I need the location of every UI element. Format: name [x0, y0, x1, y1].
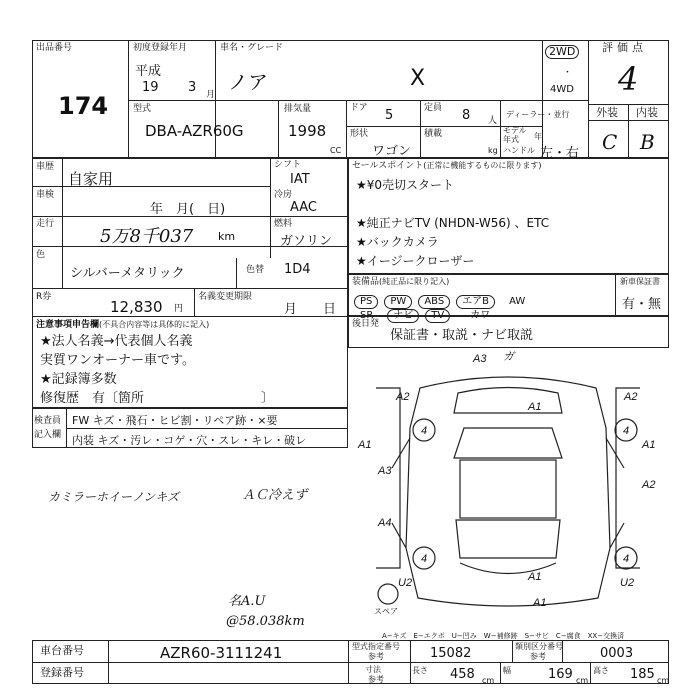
handwritten-note-2: ＡＣ冷えず	[242, 488, 308, 503]
reg-month-unit: 月	[206, 90, 216, 100]
equip-abs: ABS	[418, 295, 450, 309]
car-grade: X	[410, 66, 426, 91]
model-label: 型式	[133, 104, 152, 114]
regno-label: 登録番号	[40, 666, 84, 679]
sales-label: セールスポイント(正常に機能するものに限ります)	[352, 161, 542, 171]
shape-label: 形状	[350, 129, 369, 139]
warranty-value: 有・無	[622, 297, 662, 312]
damage-mark: A3	[473, 353, 487, 365]
score-label: 評価点	[602, 41, 647, 54]
post-label: 後日発	[352, 319, 380, 329]
car-name: ノア	[228, 70, 268, 94]
car-label: 車名・グレード	[220, 43, 284, 53]
type-label: 型式指定番号	[352, 642, 400, 651]
sales-point: ★バックカメラ	[356, 235, 439, 249]
cls-sub: 参考	[530, 652, 546, 661]
damage-mark: A1	[528, 401, 542, 413]
inspector-label-2: 記入欄	[34, 430, 62, 440]
car-left-side	[376, 388, 400, 568]
sales-list	[356, 176, 549, 271]
shift-label: シフト	[274, 160, 302, 170]
warranty-label: 新車保証書	[620, 277, 660, 286]
equip-tv: TV	[425, 309, 450, 323]
equip-pw: PW	[384, 295, 412, 309]
car-windshield	[454, 428, 562, 458]
damage-legend: A−キズ E−エクボ U−凹み W−補修跡 S−サビ C−腐食 XX−交換済	[382, 632, 625, 640]
damage-mark: U2	[398, 577, 413, 589]
drive-dot: ・	[563, 68, 573, 78]
car-rear-window	[456, 520, 560, 558]
damage-mark: A1	[358, 439, 372, 451]
era: 平成	[135, 64, 162, 79]
handwritten-note-4: @58.038km	[226, 614, 305, 629]
len-unit: cm	[482, 676, 495, 685]
reg-year: 19	[142, 80, 159, 95]
post-text: 保証書・取説・ナビ取説	[390, 328, 534, 343]
tax-md: 月 日	[284, 302, 337, 317]
car-right-side	[616, 388, 640, 568]
wid-label: 幅	[503, 666, 511, 675]
equip-airbag: エアB	[456, 295, 495, 309]
note-line: ★記録簿多数	[40, 372, 117, 387]
modelyear-label: モデル年式	[503, 126, 527, 144]
car-body-outline	[406, 377, 610, 606]
mileage-label: 走行	[36, 219, 55, 229]
notes-label: 注意事項申告欄(不具合内容等は具体的に記入)	[36, 320, 210, 330]
colorcode-label: 色替	[246, 265, 265, 275]
car-roof	[460, 460, 556, 518]
hgt-value: 185	[630, 667, 655, 682]
damage-mark: A3	[378, 465, 392, 477]
len-label: 長さ	[412, 666, 428, 675]
lot-number: 174	[58, 92, 109, 120]
load-label: 積載	[424, 129, 443, 139]
recycle-value: 12,830	[110, 298, 163, 316]
type-no: 15082	[430, 646, 472, 661]
lot-label: 出品番号	[36, 43, 73, 53]
hgt-unit: cm	[657, 676, 670, 685]
color-value: シルバーメタリック	[70, 266, 185, 281]
note-line: 実質ワンオーナー車です。	[40, 353, 195, 368]
reg-month: 3	[188, 80, 197, 95]
damage-mark: A1	[642, 439, 656, 451]
cls-no: 0003	[600, 646, 634, 661]
damage-mark: U2	[620, 577, 635, 589]
sales-point: ★¥0売切スタート	[356, 178, 455, 192]
sales-point: ★イージークローザー	[356, 254, 475, 268]
damage-mark: A1	[533, 597, 547, 609]
tire-value: 4	[421, 553, 428, 565]
type-sub: 参考	[368, 652, 384, 661]
damage-mark: ガ	[503, 351, 514, 363]
disp-value: 1998	[288, 122, 327, 140]
wid-unit: cm	[576, 676, 589, 685]
equip-ps: PS	[354, 295, 378, 309]
cap-unit: 人	[488, 116, 498, 126]
damage-mark: A4	[378, 517, 392, 529]
handle-label: ハンドル	[503, 146, 535, 155]
sales-point	[356, 195, 549, 214]
shift-value: IAT	[290, 172, 310, 187]
ac-value: AAC	[290, 200, 317, 215]
recycle-unit: 円	[174, 304, 184, 314]
shape-value: ワゴン	[372, 144, 412, 159]
hist-value: 自家用	[68, 170, 114, 188]
equip-leather: カワ	[470, 310, 491, 321]
damage-diagram	[348, 348, 669, 630]
drive-4wd: 4WD	[550, 84, 574, 95]
color-label: 色	[36, 250, 46, 260]
cap-label: 定員	[424, 103, 443, 113]
dealer-label: ディーラー・並行	[506, 110, 570, 119]
door-value: 5	[385, 108, 394, 123]
tire-value: 4	[623, 553, 630, 565]
note-line: ★法人名義→代表個人名義	[40, 334, 193, 349]
fuel-label: 燃料	[274, 219, 293, 229]
dim-sub: 参考	[368, 675, 384, 684]
int-grade: B	[640, 130, 655, 154]
mileage-unit: km	[218, 230, 236, 243]
cls-label: 類別区分番号	[515, 642, 563, 651]
inspector-row1: FW キズ・飛石・ヒビ割・リペア跡・×要	[72, 414, 278, 427]
hgt-label: 高さ	[593, 666, 609, 675]
model-code: DBA-AZR60G	[145, 122, 244, 140]
reg-label: 初度登録年月	[133, 43, 188, 53]
hist-label: 車歴	[36, 162, 55, 172]
disp-unit: CC	[330, 146, 342, 155]
equip-sr: SR	[360, 310, 374, 321]
fuel-value: ガソリン	[280, 234, 333, 249]
damage-mark: A1	[528, 571, 542, 583]
cap-value: 8	[462, 108, 471, 123]
spare-tire	[378, 584, 398, 604]
damage-mark: A2	[396, 391, 410, 403]
len-value: 458	[450, 667, 475, 682]
dim-label: 寸法	[365, 665, 381, 674]
spare-label: スペア	[374, 607, 398, 616]
handwritten-note-3: 名A.U	[228, 594, 266, 609]
score-value: 4	[618, 60, 639, 98]
load-unit: kg	[488, 146, 498, 155]
sales-point: ★純正ナビTV (NHDN-W56) 、ETC	[356, 216, 550, 230]
damage-mark: A2	[642, 479, 656, 491]
chassis-label: 車台番号	[40, 644, 84, 657]
inspect-label: 車検	[36, 190, 55, 200]
tax-label: 名義変更期限	[198, 292, 253, 302]
colorcode-value: 1D4	[284, 262, 311, 277]
damage-mark: A2	[624, 391, 638, 403]
equip-navi: ナビ	[387, 309, 419, 323]
inspector-label-1: 検査員	[34, 416, 62, 426]
recycle-label: R券	[36, 292, 52, 302]
disp-label: 排気量	[284, 104, 312, 114]
inspector-row2: 内装 キズ・汚レ・コゲ・穴・スレ・キレ・破レ	[72, 434, 307, 447]
wid-value: 169	[548, 667, 573, 682]
tire-value: 4	[421, 425, 428, 437]
repair-line: 修復歴 有〔箇所 〕	[40, 391, 275, 406]
ext-grade: C	[602, 130, 618, 154]
ac-label: 冷房	[274, 190, 293, 200]
drive-2wd: 2WD	[545, 45, 579, 59]
chassis-value: AZR60-3111241	[160, 644, 283, 662]
tire-value: 4	[623, 425, 630, 437]
int-label: 内装	[636, 106, 658, 119]
handwritten-note-1: カミラーホイーノンキズ	[48, 490, 180, 504]
inspect-value: 年 月( 日)	[150, 202, 226, 217]
equip-label: 装備品(純正品に限り記入)	[352, 277, 450, 287]
equip-aw: AW	[509, 296, 526, 307]
modelyear-unit: 年	[534, 132, 542, 141]
mileage-value: 5万8千037	[100, 226, 194, 247]
handle-value: 左・右	[540, 146, 580, 161]
notes-list	[40, 332, 274, 408]
ext-label: 外装	[596, 106, 618, 119]
door-label: ドア	[350, 103, 368, 113]
